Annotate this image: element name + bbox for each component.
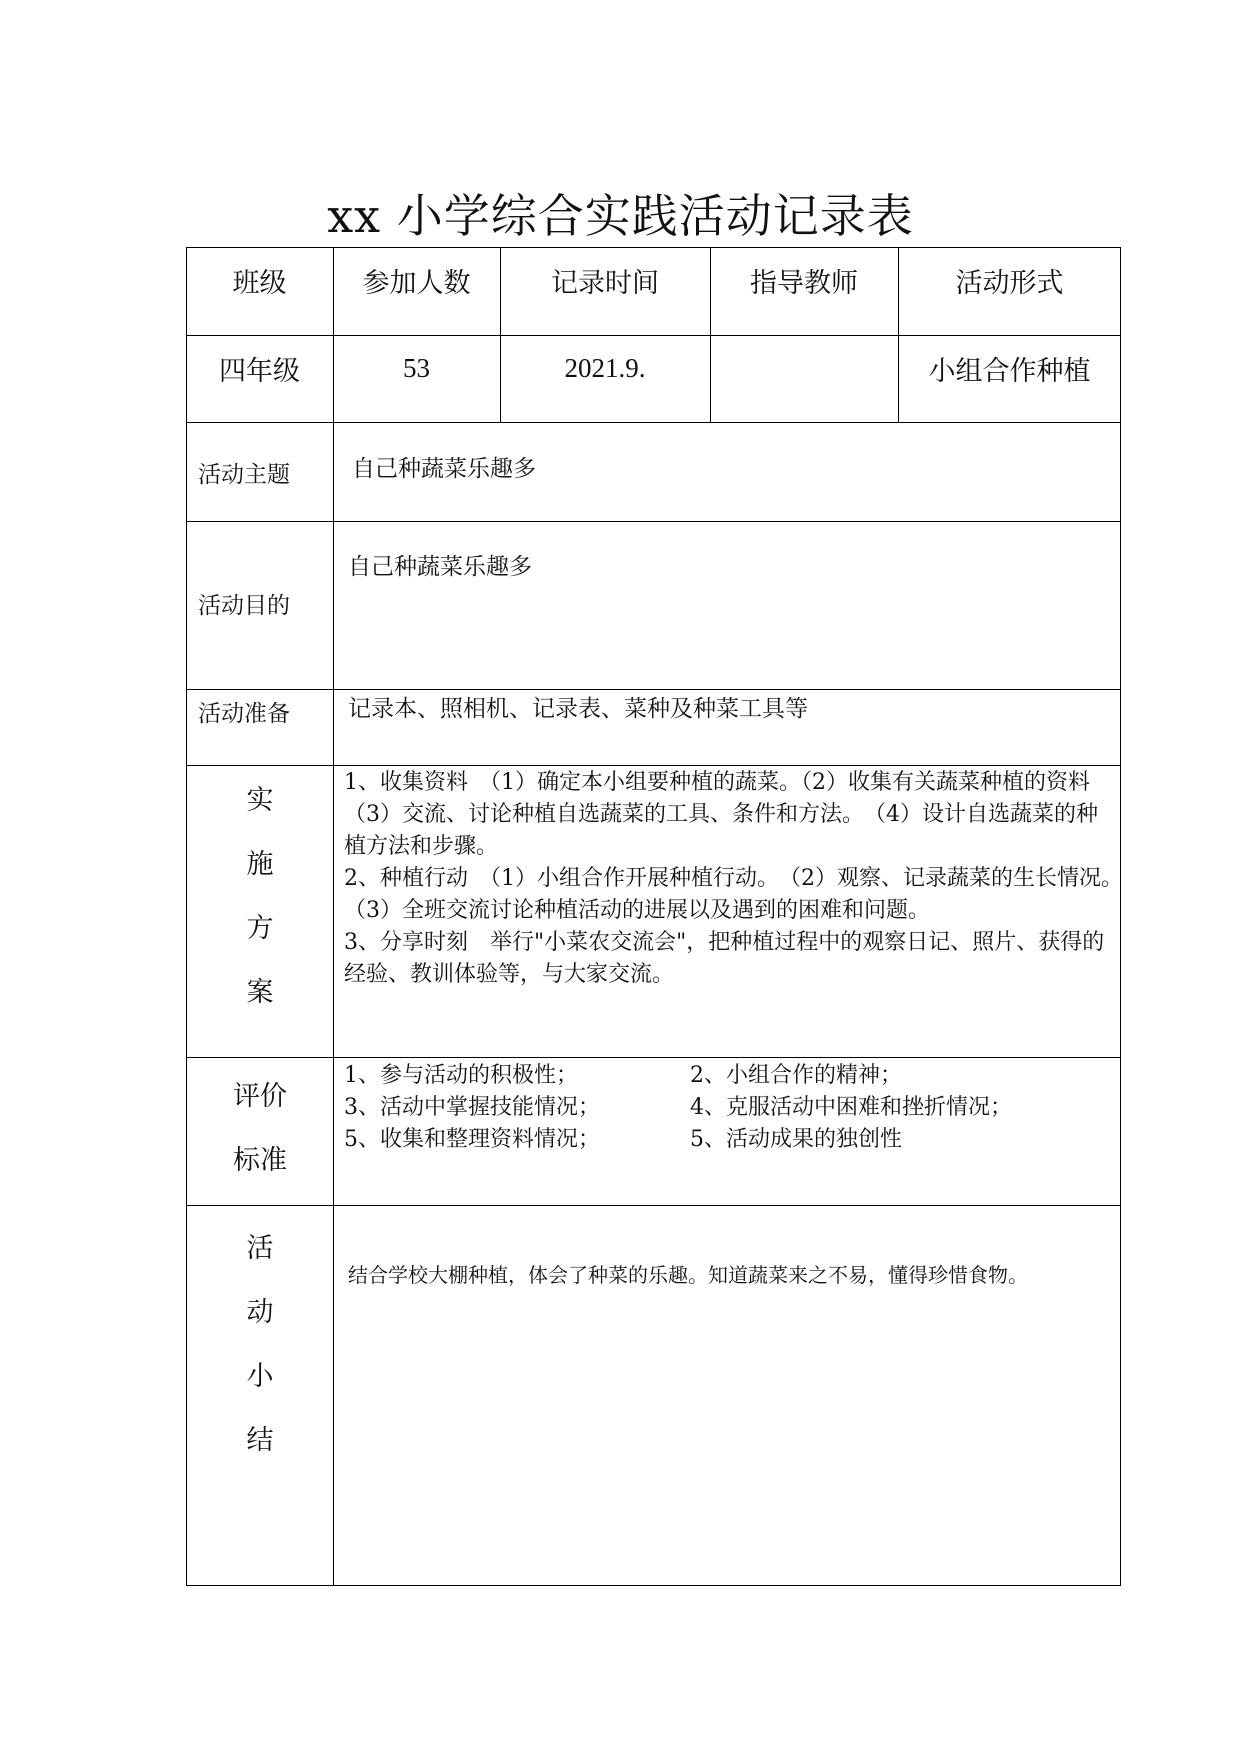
purpose-label: 活动目的 — [198, 593, 290, 619]
evaluation-label — [186, 1065, 334, 1193]
summary-label-char: 动 — [246, 1297, 274, 1328]
purpose-value: 自己种蔬菜乐趣多 — [348, 554, 532, 580]
summary-value: 结合学校大棚种植，体会了种菜的乐趣。知道蔬菜来之不易，懂得珍惜食物。 — [348, 1263, 1028, 1287]
record-time-value: 2021.9. — [564, 352, 646, 383]
plan-label — [186, 769, 334, 1025]
plan-content — [344, 767, 1135, 991]
participants-value: 53 — [403, 352, 430, 383]
preparation-value: 记录本、照相机、记录表、菜种及种菜工具等 — [348, 696, 808, 722]
row-divider — [186, 765, 1121, 766]
row-divider — [186, 1205, 1121, 1206]
evaluation-criterion: 4、克服活动中困难和挫折情况； — [690, 1095, 1012, 1120]
row-divider — [186, 1057, 1121, 1058]
evaluation-content — [344, 1060, 1114, 1156]
evaluation-row — [344, 1060, 1114, 1092]
row-divider — [186, 422, 1121, 423]
plan-label-char: 方 — [246, 913, 274, 944]
teacher-header: 指导教师 — [750, 267, 858, 299]
plan-label-char: 实 — [246, 785, 274, 816]
plan-label-char: 案 — [246, 977, 274, 1008]
form-value: 小组合作种植 — [928, 355, 1091, 387]
plan-step-1: 1、收集资料 （1）确定本小组要种植的蔬菜。（2）收集有关蔬菜种植的资料 （3）交流、讨论种植自选蔬菜的工具、条件和方法。 （4）设计自选蔬菜的种植方法和步骤。 — [344, 770, 1113, 859]
evaluation-criterion: 1、参与活动的积极性； — [344, 1063, 578, 1088]
preparation-label: 活动准备 — [198, 701, 290, 727]
plan-step-2: 2、种植行动 （1）小组合作开展种植行动。 （2）观察、记录蔬菜的生长情况。 （3）全班交流讨论种植活动的进展以及遇到的困难和问题。 — [344, 866, 1135, 923]
evaluation-label-line: 标准 — [233, 1145, 287, 1176]
theme-value: 自己种蔬菜乐趣多 — [352, 456, 536, 482]
row-divider — [186, 689, 1121, 690]
evaluation-criterion: 2、小组合作的精神； — [690, 1063, 902, 1088]
record-time-header: 记录时间 — [551, 267, 659, 299]
summary-label-char: 活 — [246, 1233, 274, 1264]
evaluation-label-line: 评价 — [233, 1081, 287, 1112]
summary-label-char: 小 — [246, 1361, 274, 1392]
summary-label — [186, 1217, 334, 1473]
teacher-value — [710, 335, 898, 401]
plan-label-char: 施 — [246, 849, 274, 880]
evaluation-row — [344, 1124, 1114, 1156]
document-title: xx 小学综合实践活动记录表 — [327, 189, 914, 243]
evaluation-row — [344, 1092, 1114, 1124]
record-table — [186, 247, 1135, 1586]
plan-step-3: 3、分享时刻 举行"小菜农交流会"，把种植过程中的观察日记、照片、获得的经验、教训体验等，与大家交流。 — [344, 930, 1105, 987]
class-value: 四年级 — [219, 355, 300, 387]
form-header: 活动形式 — [955, 267, 1064, 299]
class-header: 班级 — [232, 267, 287, 299]
evaluation-criterion: 5、收集和整理资料情况； — [344, 1127, 600, 1152]
participants-header: 参加人数 — [362, 267, 471, 299]
summary-label-char: 结 — [246, 1425, 274, 1456]
evaluation-criterion: 3、活动中掌握技能情况； — [344, 1095, 600, 1120]
row-divider — [186, 521, 1121, 522]
theme-label: 活动主题 — [198, 462, 290, 488]
evaluation-criterion: 5、活动成果的独创性 — [690, 1127, 902, 1152]
